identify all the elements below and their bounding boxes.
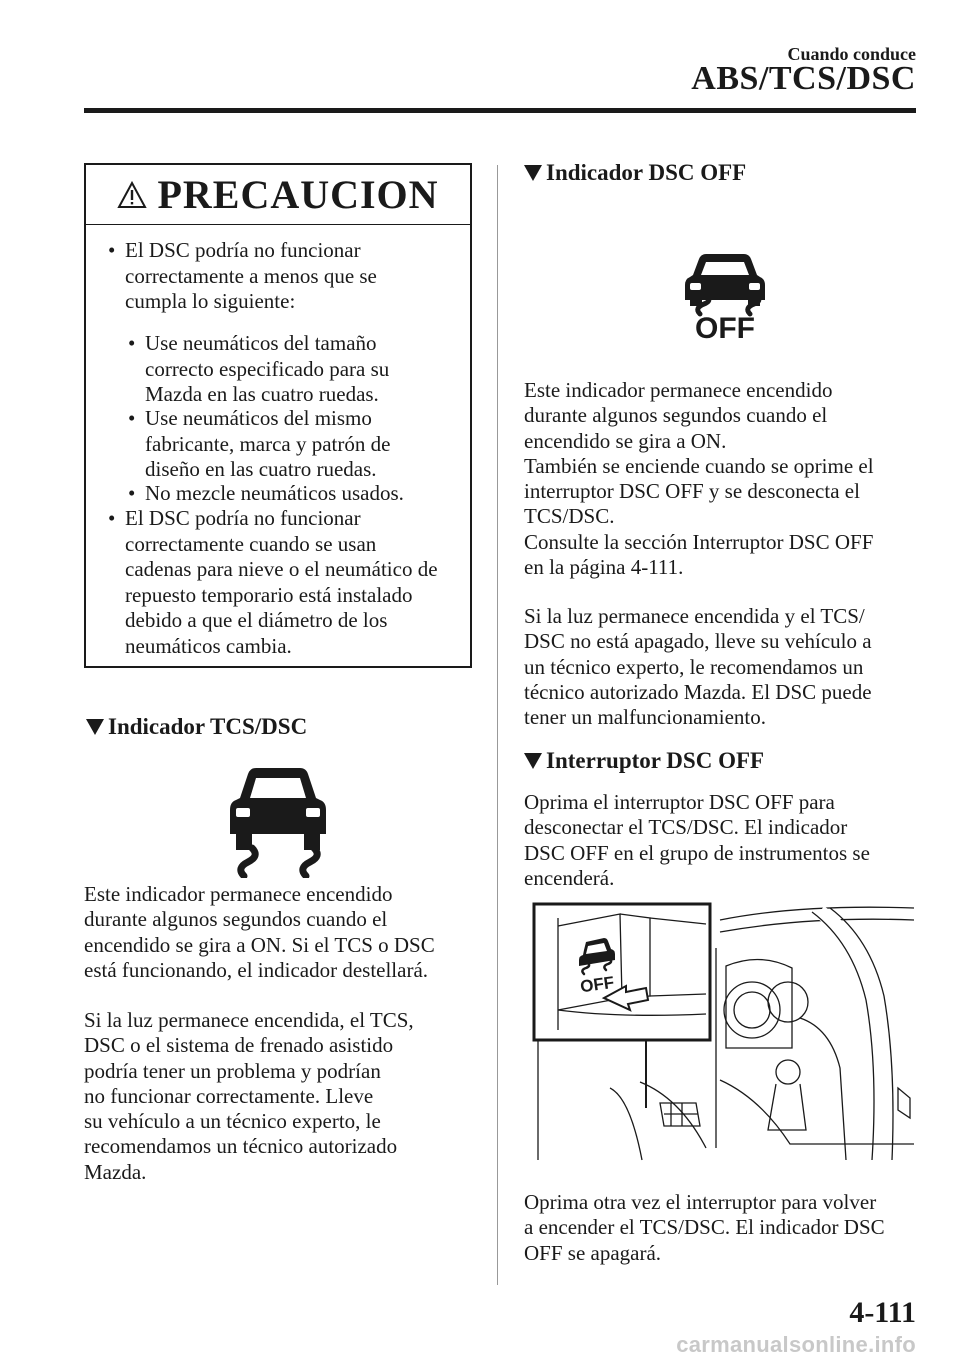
text-line: su vehículo a un técnico experto, le xyxy=(84,1109,381,1134)
watermark: carmanualsonline.info xyxy=(676,1332,916,1357)
text-line: El DSC podría no funcionar xyxy=(125,506,361,530)
text-line: fabricante, marca y patrón de xyxy=(145,431,391,456)
dsc-off-switch-heading xyxy=(524,748,764,774)
heading-text: Interruptor DSC OFF xyxy=(546,748,765,773)
text-line: correcto especificado para su xyxy=(145,356,390,381)
text-line: correctamente a menos que se xyxy=(125,263,377,288)
text-line: Use neumáticos del mismo xyxy=(145,406,372,430)
heading-marker-icon xyxy=(86,719,104,735)
text-line: a encender el TCS/DSC. El indicador DSC xyxy=(524,1215,885,1240)
bullet-dot: • xyxy=(128,331,136,355)
tcs-dsc-paragraph-1 xyxy=(84,882,484,983)
heading-text: Indicador DSC OFF xyxy=(546,160,747,185)
text-line: diseño en las cuatro ruedas. xyxy=(145,457,377,481)
text-line: DSC no está apagado, lleve su vehículo a xyxy=(524,629,872,654)
text-line: recomendamos un técnico autorizado xyxy=(84,1134,398,1159)
tcs-dsc-paragraph-2 xyxy=(84,1008,484,1185)
text-line: podría tener un problema y podrían xyxy=(84,1058,381,1083)
text-line: interruptor DSC OFF y se desconecta el xyxy=(524,479,860,504)
text-line: Este indicador permanece encendido xyxy=(84,882,393,906)
text-line: técnico autorizado Mazda. El DSC puede xyxy=(524,679,872,704)
heading-marker-icon xyxy=(524,753,542,769)
bullet-dot: • xyxy=(108,238,116,262)
caution-sub-bullet-2 xyxy=(128,406,470,483)
text-line: repuesto temporario está instalado xyxy=(125,582,413,607)
text-line: encenderá. xyxy=(524,865,615,890)
text-line: correctamente cuando se usan xyxy=(125,531,377,556)
text-line: Mazda. xyxy=(84,1159,147,1184)
text-line: Si la luz permanece encendida, el TCS, xyxy=(84,1008,414,1032)
bullet-dot: • xyxy=(108,506,116,530)
warning-triangle-icon xyxy=(117,181,147,209)
text-line: durante algunos segundos cuando el xyxy=(524,403,828,428)
tcs-dsc-heading xyxy=(86,714,307,740)
text-line: Oprima el interruptor DSC OFF para xyxy=(524,790,835,814)
text-line: Oprima otra vez el interruptor para volver xyxy=(524,1190,877,1214)
text-line: tener un malfuncionamiento. xyxy=(524,705,767,730)
text-line: no funcionar correctamente. Lleve xyxy=(84,1083,374,1108)
header-title: ABS/TCS/DSC xyxy=(691,60,916,97)
bullet-dot: • xyxy=(128,406,136,430)
text-line: durante algunos segundos cuando el xyxy=(84,907,388,932)
text-line: neumáticos cambia. xyxy=(125,633,292,658)
text-line: Consulte la sección Interruptor DSC OFF xyxy=(524,529,874,554)
text-line: Mazda en las cuatro ruedas. xyxy=(145,382,379,406)
icon-off-label: OFF xyxy=(695,312,755,340)
heading-marker-icon xyxy=(524,165,542,181)
caution-sub-bullet-1 xyxy=(128,331,470,408)
page-number: 4-111 xyxy=(849,1296,916,1329)
text-line: debido a que el diámetro de los xyxy=(125,608,388,632)
dsc-off-switch-paragraph-1 xyxy=(524,790,924,891)
text-line: OFF se apagará. xyxy=(524,1240,662,1265)
dsc-off-switch-paragraph-2 xyxy=(524,1190,924,1266)
text-line: DSC OFF en el grupo de instrumentos se xyxy=(524,840,870,865)
text-line: encendido se gira a ON. xyxy=(524,428,727,453)
heading-text: Indicador TCS/DSC xyxy=(108,714,308,739)
bullet-dot: • xyxy=(128,481,136,505)
switch-off-label: OFF xyxy=(579,972,616,997)
dsc-off-paragraph-2 xyxy=(524,604,924,730)
text-line: cumpla lo siguiente: xyxy=(125,289,296,313)
text-line: TCS/DSC. xyxy=(524,504,615,529)
text-line: El DSC podría no funcionar xyxy=(125,238,361,262)
text-line: También se enciende cuando se oprime el xyxy=(524,453,874,478)
caution-bullet-2 xyxy=(108,506,470,659)
text-line: Use neumáticos del tamaño xyxy=(145,331,377,355)
caution-sub-bullet-3 xyxy=(128,481,470,507)
text-line: un técnico experto, le recomendamos un xyxy=(524,654,864,679)
text-line: No mezcle neumáticos usados. xyxy=(145,481,404,505)
text-line: encendido se gira a ON. Si el TCS o DSC xyxy=(84,932,435,957)
text-line: cadenas para nieve o el neumático de xyxy=(125,557,438,581)
dashboard-switch-illustration xyxy=(530,898,914,1168)
text-line: está funcionando, el indicador destellará. xyxy=(84,957,429,982)
text-line: Este indicador permanece encendido xyxy=(524,378,833,402)
skid-car-off-icon xyxy=(676,250,774,340)
text-line: Si la luz permanece encendida y el TCS/ xyxy=(524,604,865,628)
skid-car-icon xyxy=(226,760,330,878)
caution-bullet-1 xyxy=(108,238,470,315)
header-subtitle: Cuando conduce xyxy=(787,44,916,64)
column-divider xyxy=(497,165,498,1285)
header-rule xyxy=(84,108,916,113)
text-line: desconectar el TCS/DSC. El indicador xyxy=(524,815,848,840)
caution-title: PRECAUCION xyxy=(157,172,439,217)
caution-header xyxy=(86,165,470,225)
text-line: DSC o el sistema de frenado asistido xyxy=(84,1033,394,1058)
dsc-off-paragraph-1 xyxy=(524,378,924,580)
text-line: en la página 4-111. xyxy=(524,555,684,580)
dsc-off-heading xyxy=(524,160,746,186)
